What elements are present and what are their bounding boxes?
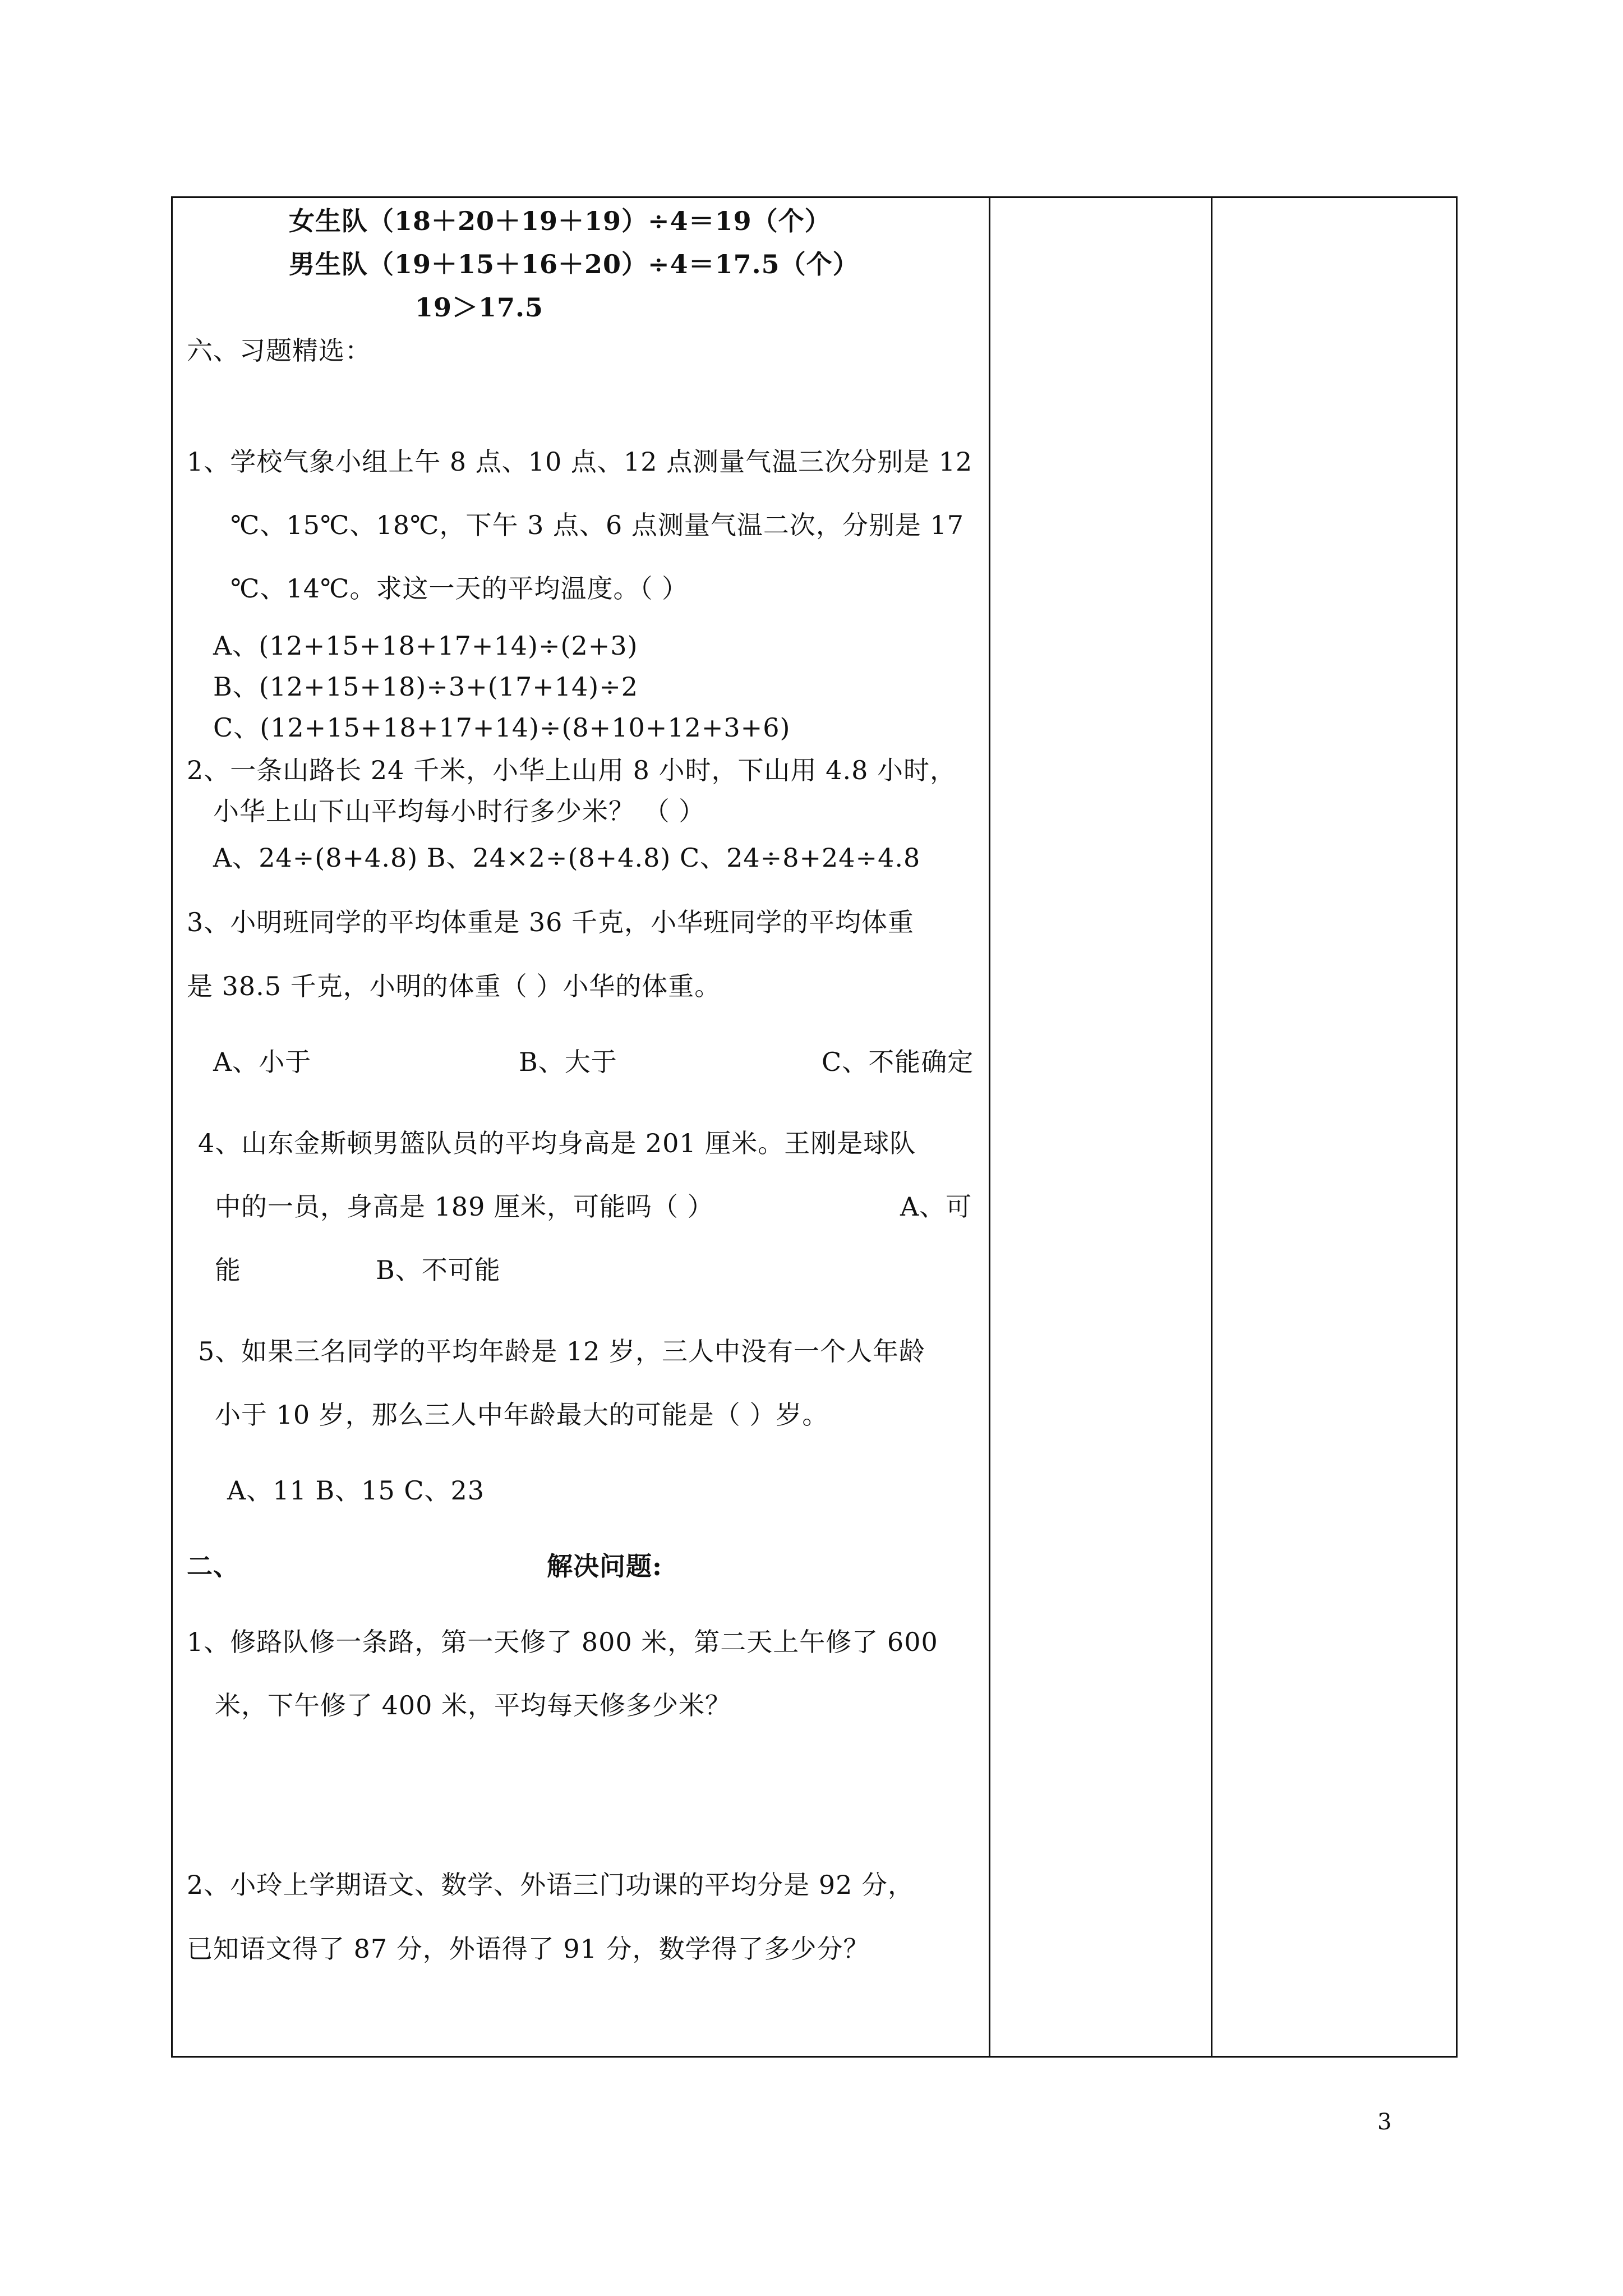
- q1-line-1: 1、学校气象小组上午 8 点、10 点、12 点测量气温三次分别是 12: [187, 447, 973, 477]
- column-divider-2: [1211, 196, 1212, 2058]
- page-number: 3: [1377, 2109, 1392, 2135]
- q1-line-2: ℃、15℃、18℃，下午 3 点、6 点测量气温二次，分别是 17: [230, 510, 964, 540]
- q4-line-1: 4、山东金斯顿男篮队员的平均身高是 201 厘米。王刚是球队: [198, 1128, 916, 1158]
- q3-option-c: C、不能确定: [822, 1047, 974, 1077]
- q1-line-3: ℃、14℃。求这一天的平均温度。（ ）: [230, 573, 689, 604]
- q4-option-a-end: 能: [215, 1255, 241, 1285]
- problem-2-line-2: 已知语文得了 87 分，外语得了 91 分，数学得了多少分？: [187, 1934, 870, 1964]
- q1-option-a: A、(12+15+18+17+14)÷(2+3): [213, 631, 638, 661]
- q4-option-a-part: A、可: [900, 1191, 972, 1222]
- q2-options: A、24÷(8+4.8) B、24×2÷(8+4.8) C、24÷8+24÷4.8: [213, 843, 921, 873]
- q3-option-a: A、小于: [213, 1047, 312, 1077]
- q5-options: A、11 B、15 C、23: [227, 1475, 485, 1506]
- q2-line-1: 2、一条山路长 24 千米，小华上山用 8 小时，下山用 4.8 小时，: [187, 755, 956, 785]
- q5-line-1: 5、如果三名同学的平均年龄是 12 岁，三人中没有一个人年龄: [198, 1336, 926, 1366]
- q5-line-2: 小于 10 岁，那么三人中年龄最大的可能是（ ）岁。: [215, 1400, 829, 1430]
- worksheet-content: [171, 196, 990, 2058]
- problem-1-line-2: 米，下午修了 400 米，平均每天修多少米？: [215, 1690, 732, 1720]
- q4-option-b: B、不可能: [376, 1255, 501, 1285]
- section-six-heading: 六、习题精选：: [187, 335, 371, 366]
- problem-2-line-1: 2、小玲上学期语文、数学、外语三门功课的平均分是 92 分，: [187, 1870, 915, 1900]
- q1-option-c: C、(12+15+18+17+14)÷(8+10+12+3+6): [213, 712, 791, 743]
- q1-option-b: B、(12+15+18)÷3+(17+14)÷2: [213, 671, 639, 702]
- section-two-number: 二、: [187, 1551, 239, 1581]
- section-two-title: 解决问题:: [547, 1551, 662, 1581]
- q2-line-2: 小华上山下山平均每小时行多少米？ （ ）: [213, 796, 706, 826]
- problem-1-line-1: 1、修路队修一条路，第一天修了 800 米，第二天上午修了 600: [187, 1627, 938, 1657]
- q4-line-2: 中的一员，身高是 189 厘米，可能吗（ ）: [215, 1191, 714, 1222]
- q3-line-2: 是 38.5 千克，小明的体重（ ）小华的体重。: [187, 971, 721, 1001]
- q3-option-b: B、大于: [519, 1047, 617, 1077]
- comparison: 19＞17.5: [415, 292, 544, 323]
- boys-team-calc: 男生队（19＋15＋16＋20）÷4＝17.5（个）: [289, 249, 859, 279]
- girls-team-calc: 女生队（18＋20＋19＋19）÷4＝19（个）: [289, 206, 831, 236]
- q3-line-1: 3、小明班同学的平均体重是 36 千克，小华班同学的平均体重: [187, 907, 915, 937]
